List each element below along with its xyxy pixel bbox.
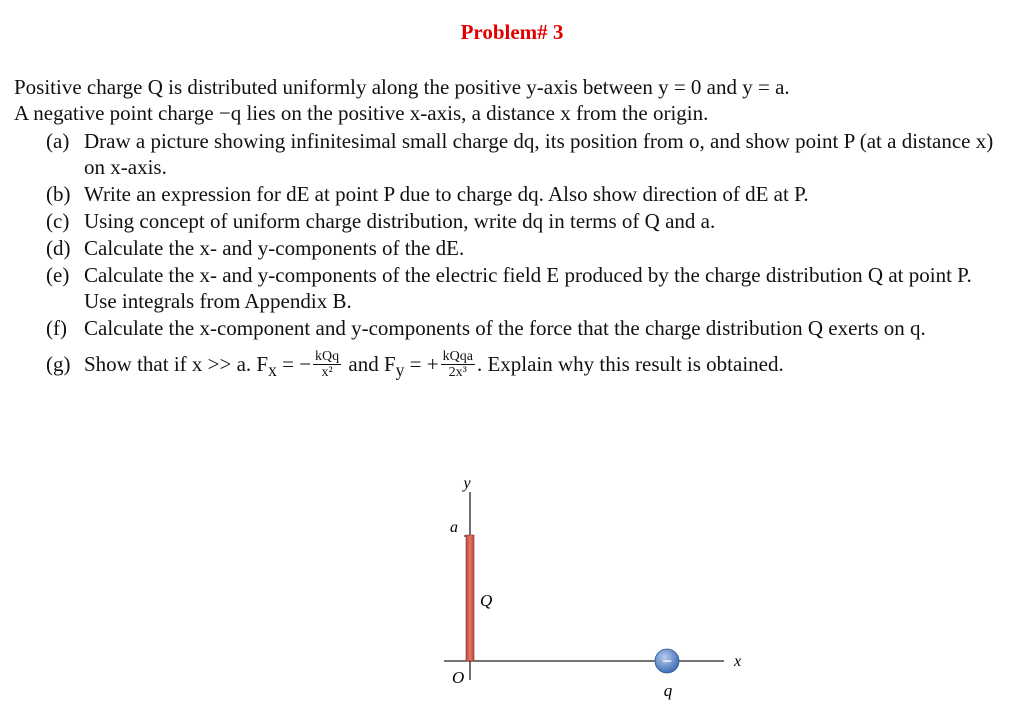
fx-subscript: x xyxy=(268,360,277,381)
part-label: (a) xyxy=(46,129,70,153)
origin-label: O xyxy=(452,668,465,687)
part-f xyxy=(46,315,1006,341)
part-label: (b) xyxy=(46,182,71,206)
part-text: Calculate the x-component and y-components of the force that the charge distribution Q exerts on q. xyxy=(84,316,926,340)
part-label: (g) xyxy=(46,352,71,376)
intro-line-2: A negative point charge −q lies on the positive x-axis, a distance x from the origin. xyxy=(14,101,709,125)
part-c xyxy=(46,208,1006,234)
fy-subscript: y xyxy=(395,360,405,381)
a-label: a xyxy=(450,519,458,536)
fraction-numerator: kQqa xyxy=(442,348,473,364)
part-g-mid: and F xyxy=(343,352,396,376)
part-g-eq2: = + xyxy=(404,352,439,376)
charge-sign: − xyxy=(661,651,673,671)
fraction-denominator: 2x³ xyxy=(448,364,467,380)
intro-line-1: Positive charge Q is distributed uniformly along the positive y-axis between y = 0 and y = a. xyxy=(14,75,790,99)
fraction-fx xyxy=(313,349,341,380)
fraction-denominator: x² xyxy=(321,364,333,380)
part-d xyxy=(46,235,1006,261)
fraction-numerator: kQq xyxy=(315,348,340,364)
part-text: Write an expression for dE at point P due to charge dq. Also show direction of dE at P. xyxy=(84,182,809,206)
part-text: Draw a picture showing infinitesimal small charge dq, its position from o, and show point P (at a distance x) on x-axis. xyxy=(84,129,994,179)
part-g xyxy=(46,349,1006,385)
part-label: (d) xyxy=(46,236,71,260)
part-label: (e) xyxy=(46,263,70,287)
page-title: Problem# 3 xyxy=(460,20,564,44)
rod-label: Q xyxy=(480,591,493,610)
problem-intro xyxy=(14,74,1004,126)
problem-parts xyxy=(46,128,1006,385)
charge-label: q xyxy=(663,681,673,700)
part-g-post: . Explain why this result is obtained. xyxy=(476,352,784,376)
part-text: Calculate the x- and y-components of the electric field E produced by the charge distribution Q at point P. Use integrals from Appendix B. xyxy=(84,263,972,313)
part-g-eq1: = − xyxy=(276,352,312,376)
diagram-svg xyxy=(430,470,770,700)
y-axis-label: y xyxy=(463,475,471,492)
x-axis-label: x xyxy=(734,653,742,670)
part-label: (c) xyxy=(46,209,70,233)
part-b xyxy=(46,181,1006,207)
part-g-pre: Show that if x >> a. F xyxy=(84,352,269,376)
part-a xyxy=(46,128,1006,180)
part-text: Calculate the x- and y-components of the dE. xyxy=(84,236,465,260)
charge-diagram xyxy=(430,470,770,700)
charged-rod xyxy=(466,535,474,661)
part-text: Using concept of uniform charge distribution, write dq in terms of Q and a. xyxy=(84,209,716,233)
part-label: (f) xyxy=(46,316,67,340)
part-e xyxy=(46,262,1006,314)
fraction-fy xyxy=(441,349,475,380)
